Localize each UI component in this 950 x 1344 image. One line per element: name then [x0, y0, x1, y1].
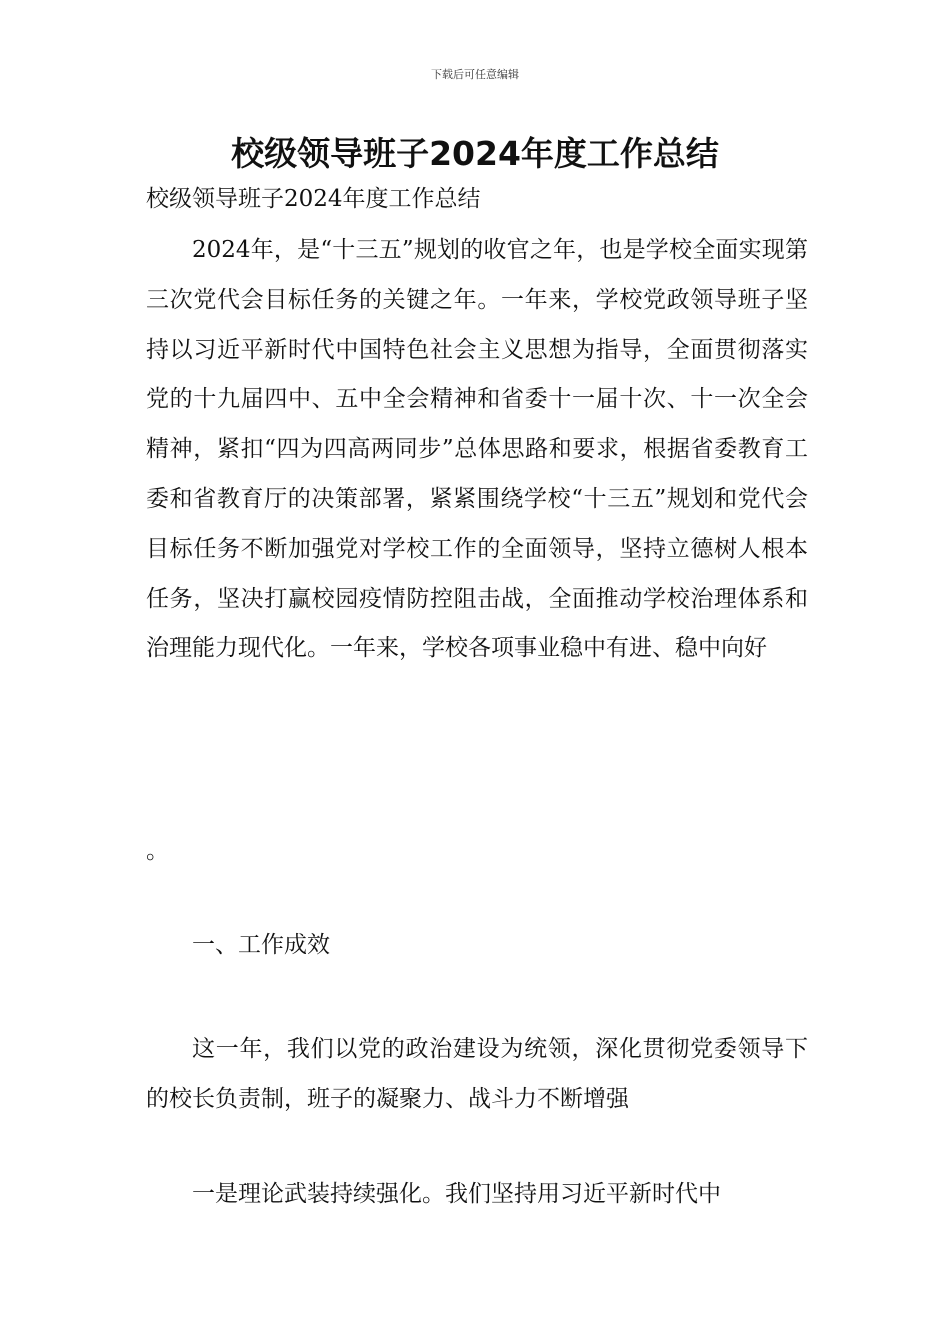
document-subtitle: 校级领导班子2024年度工作总结	[146, 186, 481, 212]
document-title: 校级领导班子2024年度工作总结	[231, 134, 719, 173]
section-heading-work-results: 一、工作成效	[192, 932, 330, 958]
stray-period: 。	[146, 838, 169, 864]
paragraph-party-building: 这一年，我们以党的政治建设为统领，深化贯彻党委领导下的校长负责制，班子的凝聚力、战斗力不断增强	[146, 1036, 808, 1112]
paragraph-theory-armament: 一是理论武装持续强化。我们坚持用习近平新时代中	[192, 1181, 721, 1207]
header-note: 下载后可任意编辑	[431, 68, 519, 81]
intro-paragraph: 2024年，是“十三五”规划的收官之年，也是学校全面实现第三次党代会目标任务的关键之年。一年来，学校党政领导班子坚持以习近平新时代中国特色社会主义思想为指导，全面贯彻落实党的十九届四中、五中全会精神和省委十一届十次、十一次全会精神，紧扣“四为四高两同步”总体思路和要求，根据省委教育工委和省教育厅的决策部署，紧紧围绕学校“十三五”规划和党代会目标任务不断加强党对学校工作的全面领导，坚持立德树人根本任务，坚决打赢校园疫情防控阻击战，全面推动学校治理体系和治理能力现代化。一年来，学校各项事业稳中有进、稳中向好	[146, 237, 808, 662]
